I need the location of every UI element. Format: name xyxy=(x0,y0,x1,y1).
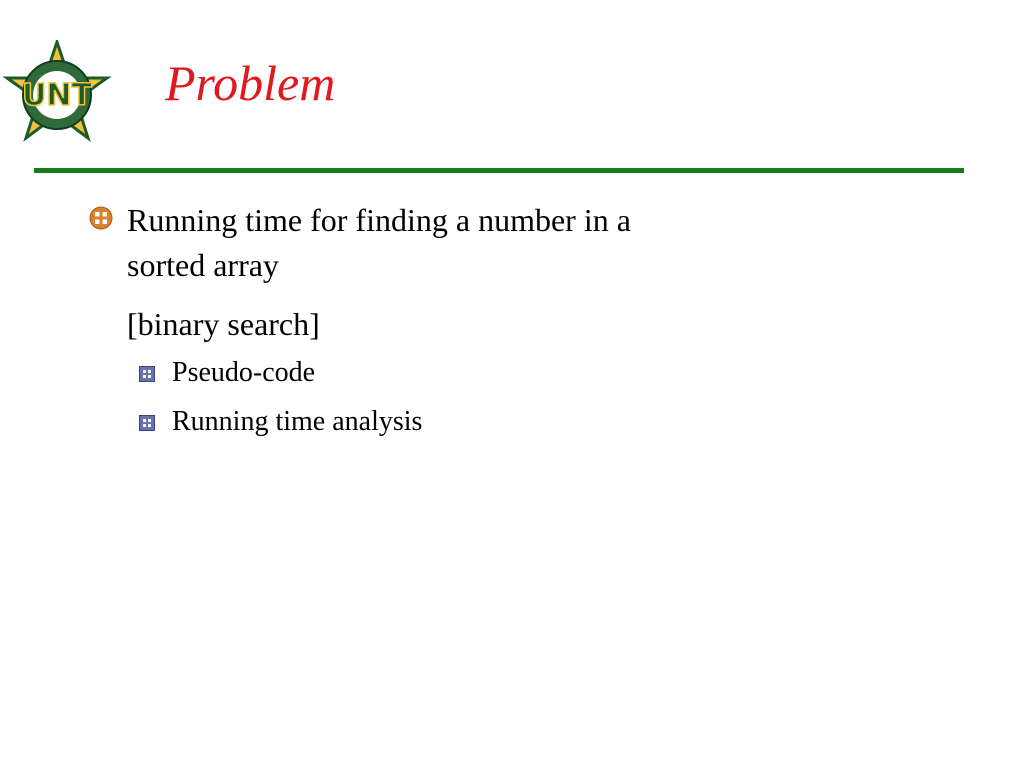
bullet-level1 xyxy=(88,198,888,288)
title-divider xyxy=(34,168,964,173)
logo-letters: UNT xyxy=(22,78,92,113)
unt-logo-icon xyxy=(2,40,112,150)
bullet-level2 xyxy=(88,402,888,442)
slide-content xyxy=(88,198,888,442)
bullet-text: Pseudo-code xyxy=(172,357,316,388)
bullet-line-2: sorted array xyxy=(127,247,279,283)
square-bullet-icon xyxy=(139,415,155,431)
bullet-line-1: Running time for finding a number in a xyxy=(127,202,631,238)
slide-title: Problem xyxy=(165,55,336,111)
bullet-subline: [binary search] xyxy=(127,306,320,342)
square-bullet-icon xyxy=(139,366,155,382)
bullet-text: Running time analysis xyxy=(172,406,423,437)
bullet-level2 xyxy=(88,353,888,393)
orange-bullet-icon xyxy=(88,205,114,231)
